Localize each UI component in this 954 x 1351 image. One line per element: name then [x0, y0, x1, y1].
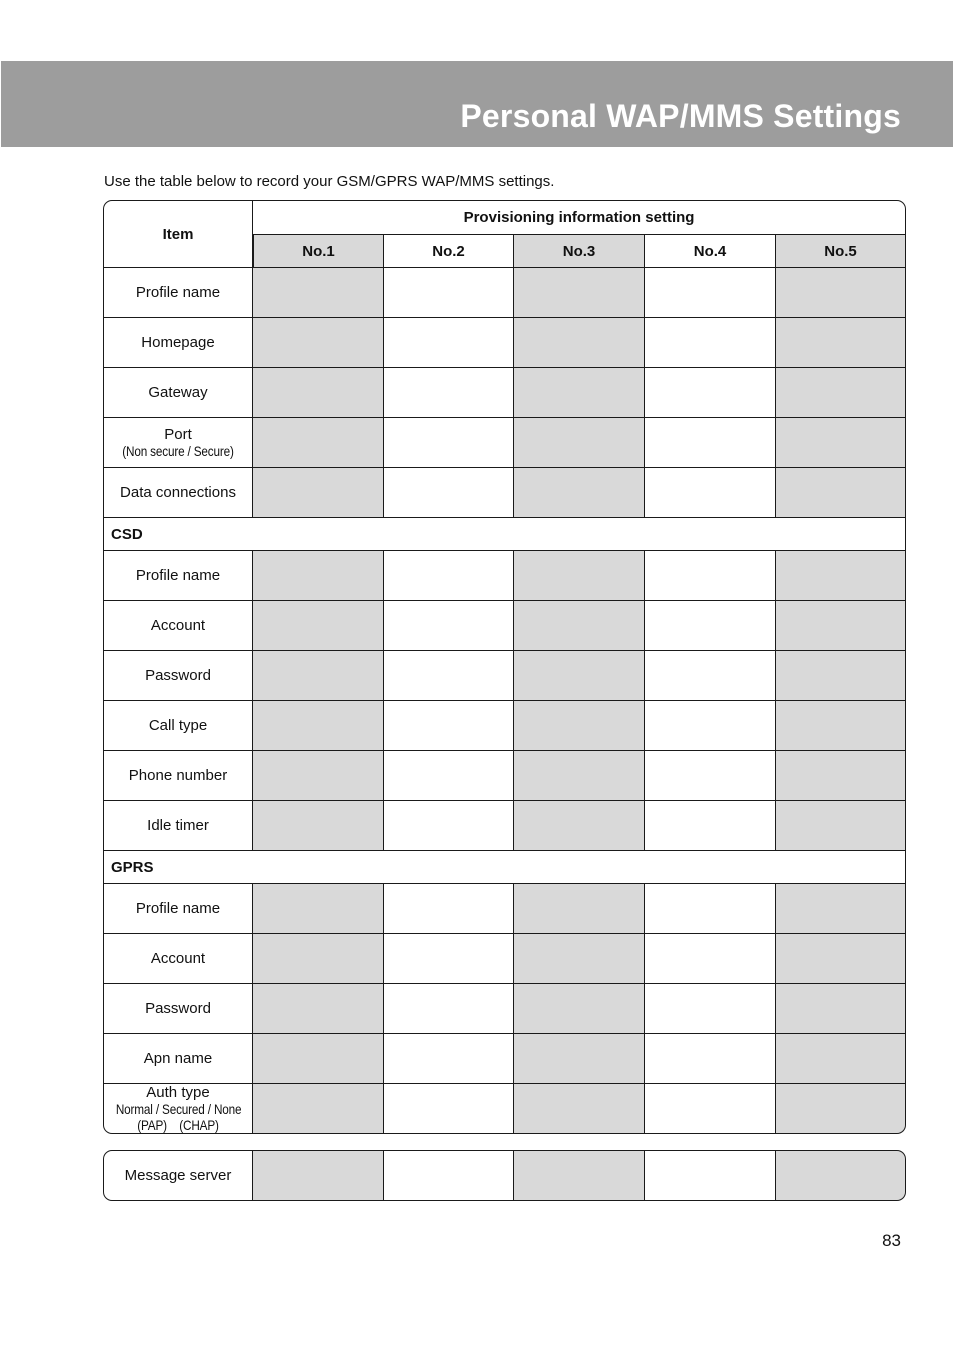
entry-cell[interactable]: [253, 1084, 384, 1134]
entry-cell[interactable]: [514, 551, 645, 601]
entry-cell[interactable]: [776, 601, 906, 651]
entry-cell[interactable]: [384, 701, 514, 751]
entry-cell[interactable]: [514, 318, 645, 368]
section-row-csd: [103, 518, 906, 551]
entry-cell[interactable]: [776, 1034, 906, 1084]
table-row: [103, 751, 906, 801]
entry-cell[interactable]: [776, 934, 906, 984]
entry-cell[interactable]: [253, 368, 384, 418]
entry-cell[interactable]: [253, 268, 384, 318]
entry-cell[interactable]: [384, 551, 514, 601]
entry-cell[interactable]: [253, 468, 384, 518]
row-label: Port (Non secure / Secure): [103, 418, 253, 468]
entry-cell[interactable]: [776, 468, 906, 518]
entry-cell[interactable]: [776, 701, 906, 751]
row-label: Profile name: [103, 551, 253, 601]
entry-cell[interactable]: [253, 551, 384, 601]
entry-cell[interactable]: [776, 268, 906, 318]
entry-cell[interactable]: [645, 318, 776, 368]
row-label: Auth type Normal / Secured / None (PAP) (CHAP): [103, 1084, 253, 1134]
entry-cell[interactable]: [645, 1150, 776, 1201]
section-row-gprs: [103, 851, 906, 884]
entry-cell[interactable]: [384, 751, 514, 801]
section-title: CSD: [103, 518, 906, 551]
entry-cell[interactable]: [253, 651, 384, 701]
entry-cell[interactable]: [514, 934, 645, 984]
table-row: [103, 934, 906, 984]
row-label: Idle timer: [103, 801, 253, 851]
table-row: [103, 468, 906, 518]
page-title: Personal WAP/MMS Settings: [460, 98, 901, 134]
entry-cell[interactable]: [384, 984, 514, 1034]
entry-cell[interactable]: [253, 418, 384, 468]
provisioning-header: Provisioning information setting: [253, 200, 906, 235]
entry-cell[interactable]: [253, 1150, 384, 1201]
entry-cell[interactable]: [514, 601, 645, 651]
entry-cell[interactable]: [514, 751, 645, 801]
entry-cell[interactable]: [645, 551, 776, 601]
entry-cell[interactable]: [253, 884, 384, 934]
column-header: No.1: [253, 235, 384, 268]
entry-cell[interactable]: [776, 1084, 906, 1134]
table-row: [103, 884, 906, 934]
entry-cell[interactable]: [253, 934, 384, 984]
column-header: No.3: [514, 235, 645, 268]
table-row: [103, 601, 906, 651]
item-header: Item: [103, 200, 253, 268]
table-row: [103, 551, 906, 601]
entry-cell[interactable]: [384, 601, 514, 651]
entry-cell[interactable]: [645, 368, 776, 418]
entry-cell[interactable]: [645, 751, 776, 801]
entry-cell[interactable]: [514, 268, 645, 318]
entry-cell[interactable]: [384, 468, 514, 518]
entry-cell[interactable]: [253, 1034, 384, 1084]
entry-cell[interactable]: [514, 984, 645, 1034]
entry-cell[interactable]: [645, 934, 776, 984]
entry-cell[interactable]: [384, 1034, 514, 1084]
row-label: Password: [103, 651, 253, 701]
entry-cell[interactable]: [384, 801, 514, 851]
entry-cell[interactable]: [514, 884, 645, 934]
entry-cell[interactable]: [645, 1034, 776, 1084]
entry-cell[interactable]: [253, 318, 384, 368]
entry-cell[interactable]: [514, 651, 645, 701]
table-row: [103, 1034, 906, 1084]
table-row: [103, 1084, 906, 1134]
entry-cell[interactable]: [776, 318, 906, 368]
row-label: Phone number: [103, 751, 253, 801]
entry-cell[interactable]: [776, 801, 906, 851]
message-server-table: [103, 1150, 906, 1201]
entry-cell[interactable]: [776, 1150, 906, 1201]
row-label: Data connections: [103, 468, 253, 518]
row-label: Account: [103, 601, 253, 651]
entry-cell[interactable]: [776, 984, 906, 1034]
entry-cell[interactable]: [776, 884, 906, 934]
entry-cell[interactable]: [384, 884, 514, 934]
row-label: Homepage: [103, 318, 253, 368]
entry-cell[interactable]: [645, 418, 776, 468]
entry-cell[interactable]: [645, 801, 776, 851]
entry-cell[interactable]: [384, 651, 514, 701]
entry-cell[interactable]: [253, 984, 384, 1034]
entry-cell[interactable]: [384, 268, 514, 318]
entry-cell[interactable]: [253, 801, 384, 851]
column-header: No.5: [776, 235, 906, 268]
entry-cell[interactable]: [514, 801, 645, 851]
entry-cell[interactable]: [514, 701, 645, 751]
entry-cell[interactable]: [384, 318, 514, 368]
table-row: [103, 268, 906, 318]
table-row: [103, 701, 906, 751]
entry-cell[interactable]: [384, 418, 514, 468]
page-number: 83: [882, 1231, 901, 1250]
table-row: [103, 984, 906, 1034]
table-row: [103, 1150, 906, 1201]
intro-text: Use the table below to record your GSM/GPRS WAP/MMS settings.: [104, 173, 555, 190]
row-label: Call type: [103, 701, 253, 751]
entry-cell[interactable]: [645, 884, 776, 934]
table-row: [103, 651, 906, 701]
entry-cell[interactable]: [645, 984, 776, 1034]
title-banner: [1, 61, 953, 147]
row-label: Profile name: [103, 268, 253, 318]
entry-cell[interactable]: [384, 1084, 514, 1134]
entry-cell[interactable]: [645, 651, 776, 701]
entry-cell[interactable]: [645, 268, 776, 318]
column-header: No.4: [645, 235, 776, 268]
entry-cell[interactable]: [384, 1150, 514, 1201]
section-title: GPRS: [103, 851, 906, 884]
entry-cell[interactable]: [645, 468, 776, 518]
entry-cell[interactable]: [514, 418, 645, 468]
table-row: [103, 368, 906, 418]
entry-cell[interactable]: [253, 701, 384, 751]
entry-cell[interactable]: [776, 418, 906, 468]
column-header: No.2: [384, 235, 514, 268]
entry-cell[interactable]: [384, 934, 514, 984]
entry-cell[interactable]: [776, 551, 906, 601]
entry-cell[interactable]: [514, 1034, 645, 1084]
entry-cell[interactable]: [253, 751, 384, 801]
table-row: [103, 801, 906, 851]
entry-cell[interactable]: [514, 468, 645, 518]
entry-cell[interactable]: [645, 1084, 776, 1134]
entry-cell[interactable]: [645, 701, 776, 751]
entry-cell[interactable]: [776, 368, 906, 418]
entry-cell[interactable]: [253, 601, 384, 651]
entry-cell[interactable]: [384, 368, 514, 418]
table-row: [103, 418, 906, 468]
entry-cell[interactable]: [776, 651, 906, 701]
entry-cell[interactable]: [514, 368, 645, 418]
row-label: Password: [103, 984, 253, 1034]
entry-cell[interactable]: [514, 1150, 645, 1201]
entry-cell[interactable]: [645, 601, 776, 651]
row-label: Message server: [103, 1150, 253, 1201]
entry-cell[interactable]: [776, 751, 906, 801]
entry-cell[interactable]: [514, 1084, 645, 1134]
row-label: Gateway: [103, 368, 253, 418]
row-label: Profile name: [103, 884, 253, 934]
row-label: Account: [103, 934, 253, 984]
settings-table: [103, 200, 906, 1134]
row-label: Apn name: [103, 1034, 253, 1084]
table-row: [103, 318, 906, 368]
